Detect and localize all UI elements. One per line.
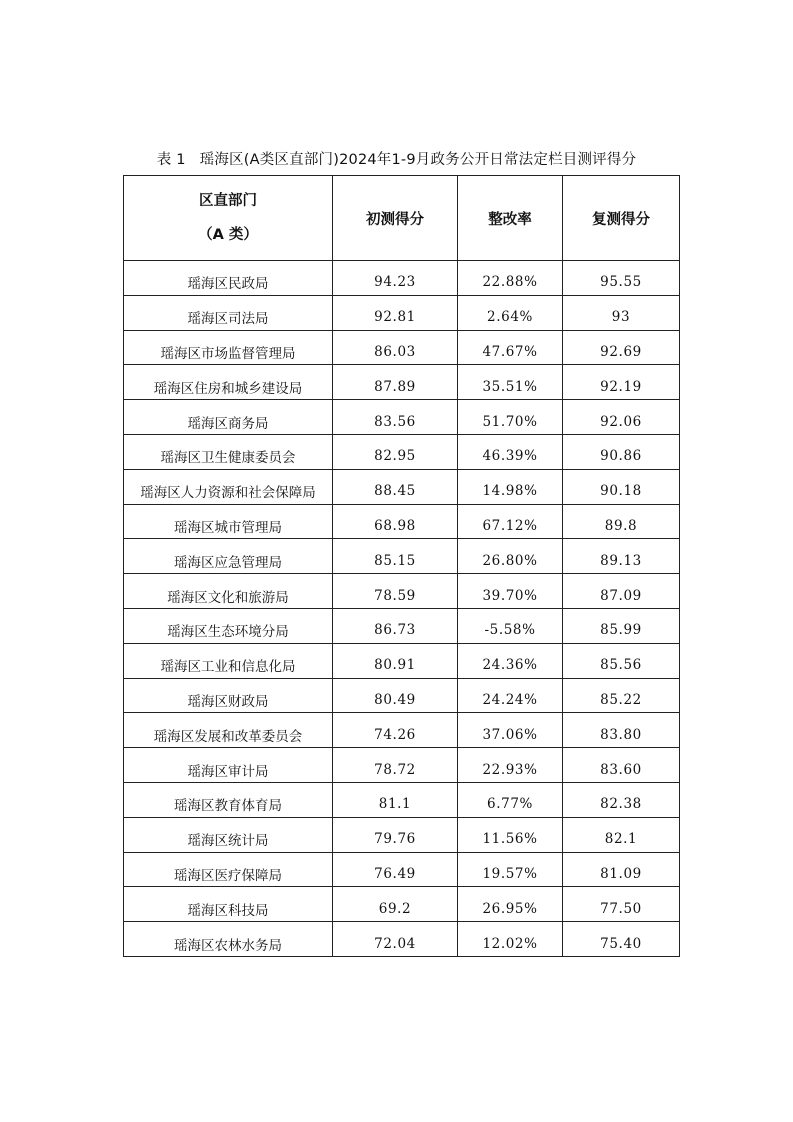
header-row bbox=[124, 176, 680, 261]
rectification-rate-cell: 11.56% bbox=[458, 817, 563, 852]
department-cell: 瑶海区市场监督管理局 bbox=[124, 330, 333, 365]
rectification-rate-cell: 39.70% bbox=[458, 574, 563, 609]
retest-score-cell: 93 bbox=[563, 295, 680, 330]
table-row bbox=[124, 817, 680, 852]
initial-score-cell: 79.76 bbox=[333, 817, 458, 852]
retest-score-cell: 85.99 bbox=[563, 608, 680, 643]
department-cell: 瑶海区生态环境分局 bbox=[124, 608, 333, 643]
department-cell: 瑶海区农林水务局 bbox=[124, 922, 333, 957]
department-cell: 瑶海区商务局 bbox=[124, 400, 333, 435]
retest-score-cell: 82.38 bbox=[563, 782, 680, 817]
rectification-rate-cell: 26.95% bbox=[458, 887, 563, 922]
table-row bbox=[124, 330, 680, 365]
retest-score-cell: 87.09 bbox=[563, 574, 680, 609]
rectification-rate-cell: 6.77% bbox=[458, 782, 563, 817]
initial-score-cell: 72.04 bbox=[333, 922, 458, 957]
score-table bbox=[123, 175, 680, 957]
rectification-rate-cell: 22.88% bbox=[458, 261, 563, 296]
initial-score-cell: 88.45 bbox=[333, 469, 458, 504]
table-row bbox=[124, 852, 680, 887]
table-row bbox=[124, 643, 680, 678]
table-row bbox=[124, 434, 680, 469]
table-row bbox=[124, 295, 680, 330]
retest-score-cell: 89.13 bbox=[563, 539, 680, 574]
table-row bbox=[124, 504, 680, 539]
table-row bbox=[124, 678, 680, 713]
initial-score-cell: 86.73 bbox=[333, 608, 458, 643]
retest-score-cell: 95.55 bbox=[563, 261, 680, 296]
rectification-rate-cell: 19.57% bbox=[458, 852, 563, 887]
retest-score-cell: 89.8 bbox=[563, 504, 680, 539]
department-cell: 瑶海区司法局 bbox=[124, 295, 333, 330]
department-cell: 瑶海区财政局 bbox=[124, 678, 333, 713]
table-row bbox=[124, 608, 680, 643]
column-header-rectification: 整改率 bbox=[458, 176, 563, 261]
table-caption bbox=[0, 148, 793, 169]
department-cell: 瑶海区教育体育局 bbox=[124, 782, 333, 817]
rectification-rate-cell: 24.36% bbox=[458, 643, 563, 678]
initial-score-cell: 80.91 bbox=[333, 643, 458, 678]
initial-score-cell: 83.56 bbox=[333, 400, 458, 435]
initial-score-cell: 78.72 bbox=[333, 748, 458, 783]
initial-score-cell: 80.49 bbox=[333, 678, 458, 713]
retest-score-cell: 85.56 bbox=[563, 643, 680, 678]
initial-score-cell: 87.89 bbox=[333, 365, 458, 400]
initial-score-cell: 94.23 bbox=[333, 261, 458, 296]
initial-score-cell: 68.98 bbox=[333, 504, 458, 539]
initial-score-cell: 82.95 bbox=[333, 434, 458, 469]
initial-score-cell: 85.15 bbox=[333, 539, 458, 574]
department-cell: 瑶海区住房和城乡建设局 bbox=[124, 365, 333, 400]
department-cell: 瑶海区卫生健康委员会 bbox=[124, 434, 333, 469]
department-cell: 瑶海区民政局 bbox=[124, 261, 333, 296]
column-header-department-line1: 区直部门 bbox=[199, 193, 257, 209]
retest-score-cell: 85.22 bbox=[563, 678, 680, 713]
table-row bbox=[124, 400, 680, 435]
column-header-department-line2: （A 类） bbox=[198, 227, 258, 243]
department-cell: 瑶海区应急管理局 bbox=[124, 539, 333, 574]
table-body bbox=[124, 261, 680, 957]
rectification-rate-cell: 26.80% bbox=[458, 539, 563, 574]
rectification-rate-cell: 46.39% bbox=[458, 434, 563, 469]
table-row bbox=[124, 539, 680, 574]
retest-score-cell: 92.06 bbox=[563, 400, 680, 435]
table-row bbox=[124, 574, 680, 609]
table-caption-title: 瑶海区(A类区直部门)2024年1-9月政务公开日常法定栏目测评得分 bbox=[199, 152, 637, 168]
department-cell: 瑶海区医疗保障局 bbox=[124, 852, 333, 887]
department-cell: 瑶海区审计局 bbox=[124, 748, 333, 783]
department-cell: 瑶海区工业和信息化局 bbox=[124, 643, 333, 678]
table-row bbox=[124, 469, 680, 504]
rectification-rate-cell: 47.67% bbox=[458, 330, 563, 365]
initial-score-cell: 78.59 bbox=[333, 574, 458, 609]
column-header-department bbox=[124, 176, 333, 261]
rectification-rate-cell: -5.58% bbox=[458, 608, 563, 643]
rectification-rate-cell: 37.06% bbox=[458, 713, 563, 748]
table-row bbox=[124, 887, 680, 922]
initial-score-cell: 74.26 bbox=[333, 713, 458, 748]
rectification-rate-cell: 51.70% bbox=[458, 400, 563, 435]
rectification-rate-cell: 24.24% bbox=[458, 678, 563, 713]
retest-score-cell: 92.19 bbox=[563, 365, 680, 400]
retest-score-cell: 83.60 bbox=[563, 748, 680, 783]
table-row bbox=[124, 261, 680, 296]
department-cell: 瑶海区人力资源和社会保障局 bbox=[124, 469, 333, 504]
initial-score-cell: 92.81 bbox=[333, 295, 458, 330]
retest-score-cell: 92.69 bbox=[563, 330, 680, 365]
department-cell: 瑶海区统计局 bbox=[124, 817, 333, 852]
retest-score-cell: 83.80 bbox=[563, 713, 680, 748]
department-cell: 瑶海区文化和旅游局 bbox=[124, 574, 333, 609]
column-header-initial: 初测得分 bbox=[333, 176, 458, 261]
table-row bbox=[124, 748, 680, 783]
rectification-rate-cell: 2.64% bbox=[458, 295, 563, 330]
retest-score-cell: 81.09 bbox=[563, 852, 680, 887]
retest-score-cell: 82.1 bbox=[563, 817, 680, 852]
department-cell: 瑶海区城市管理局 bbox=[124, 504, 333, 539]
retest-score-cell: 75.40 bbox=[563, 922, 680, 957]
retest-score-cell: 90.18 bbox=[563, 469, 680, 504]
rectification-rate-cell: 67.12% bbox=[458, 504, 563, 539]
retest-score-cell: 77.50 bbox=[563, 887, 680, 922]
initial-score-cell: 86.03 bbox=[333, 330, 458, 365]
rectification-rate-cell: 22.93% bbox=[458, 748, 563, 783]
initial-score-cell: 81.1 bbox=[333, 782, 458, 817]
initial-score-cell: 76.49 bbox=[333, 852, 458, 887]
rectification-rate-cell: 14.98% bbox=[458, 469, 563, 504]
table-row bbox=[124, 365, 680, 400]
rectification-rate-cell: 12.02% bbox=[458, 922, 563, 957]
table-row bbox=[124, 922, 680, 957]
column-header-retest: 复测得分 bbox=[563, 176, 680, 261]
initial-score-cell: 69.2 bbox=[333, 887, 458, 922]
rectification-rate-cell: 35.51% bbox=[458, 365, 563, 400]
table-row bbox=[124, 782, 680, 817]
retest-score-cell: 90.86 bbox=[563, 434, 680, 469]
department-cell: 瑶海区发展和改革委员会 bbox=[124, 713, 333, 748]
table-caption-label: 表 1 bbox=[156, 152, 186, 168]
table-row bbox=[124, 713, 680, 748]
department-cell: 瑶海区科技局 bbox=[124, 887, 333, 922]
